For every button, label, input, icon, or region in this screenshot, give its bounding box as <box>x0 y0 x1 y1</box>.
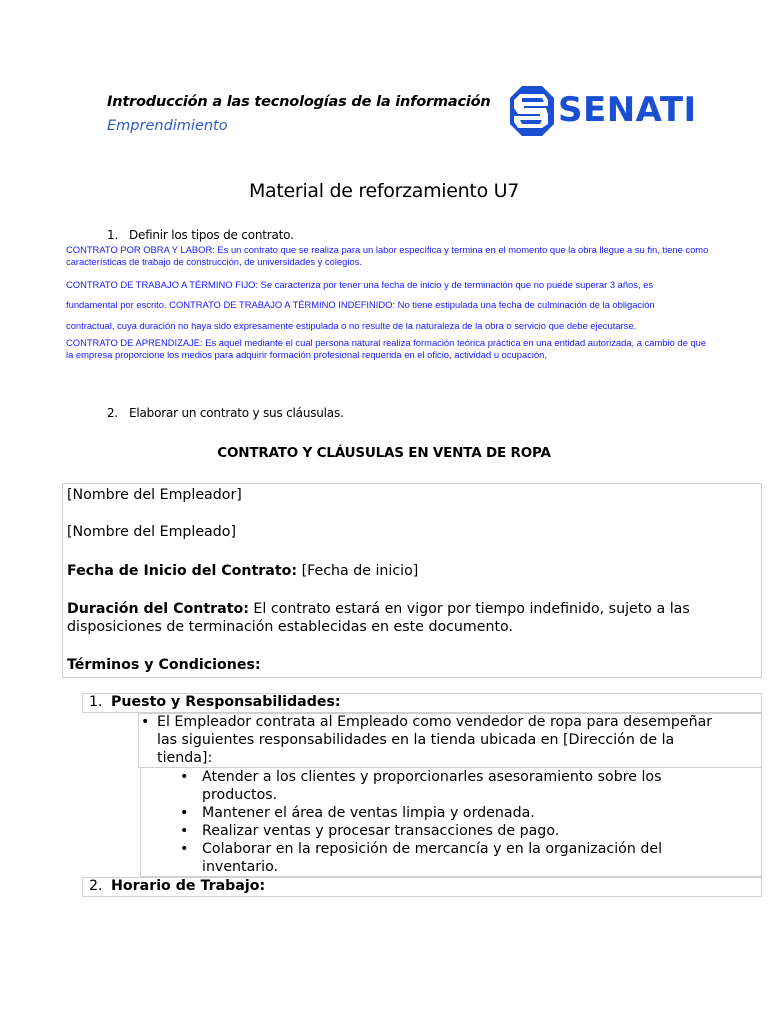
question-1 <box>107 228 294 242</box>
bullet-text: tienda]: <box>157 750 213 766</box>
answer-line: la empresa proporcione los medios para adquirir formación profesional requerida en el oficio, actividad u ocupación, <box>66 349 547 360</box>
question-1-text: Definir los tipos de contrato. <box>129 228 294 242</box>
contract-title: CONTRATO Y CLÁUSULAS EN VENTA DE ROPA <box>217 445 551 461</box>
duration-label: Duración del Contrato: <box>67 601 249 617</box>
subject-title: Emprendimiento <box>107 118 228 134</box>
duration <box>67 600 690 636</box>
course-title: Introducción a las tecnologías de la información <box>107 94 491 110</box>
question-2-text: Elaborar un contrato y sus cláusulas. <box>129 406 344 420</box>
answer-line: CONTRATO DE APRENDIZAJE: Es aquel mediante el cual persona natural realiza formación teórica práctica en una entidad autorizada, a cambio de que <box>66 337 707 348</box>
bullet-icon: • <box>180 769 189 785</box>
page-title: Material de reforzamiento U7 <box>248 180 520 202</box>
answer-para-3 <box>66 337 706 361</box>
list-item-label: Puesto y Responsabilidades: <box>111 694 341 710</box>
sub-bullet-text: productos. <box>202 787 278 803</box>
sub-bullet-text: Colaborar en la reposición de mercancía y en la organización del <box>202 841 663 857</box>
terms-heading <box>67 656 261 674</box>
bullet-icon: • <box>180 823 189 839</box>
bullet-icon: • <box>180 841 189 857</box>
bullet-icon: • <box>141 714 150 730</box>
duration-text: El contrato estará en vigor por tiempo indefinido, sujeto a las <box>253 601 690 617</box>
duration-text: disposiciones de terminación establecidas en este documento. <box>67 619 513 635</box>
sub-bullet-text: Atender a los clientes y proporcionarles asesoramiento sobre los <box>202 769 662 785</box>
sub-bullet-text: Mantener el área de ventas limpia y ordenada. <box>202 805 535 821</box>
senati-emblem-icon <box>510 86 554 136</box>
start-date-label: Fecha de Inicio del Contrato: <box>67 563 298 579</box>
answer-line: fundamental por escrito. CONTRATO DE TRABAJO A TÉRMINO INDEFINIDO: No tiene estipulada una fecha de culminación de la obligación <box>66 299 655 310</box>
list-item-1 <box>89 693 341 711</box>
answer-line: contractual, cuya duración no haya sido expresamente estipulada o no resulte de la naturaleza de la obra o servicio que debe ejecutarse. <box>66 320 637 331</box>
list-item-number: 2. <box>89 878 103 894</box>
answer-para-2 <box>66 279 655 332</box>
contract-box <box>62 483 762 678</box>
sub-bullet-text: inventario. <box>202 859 279 875</box>
employee-name: [Nombre del Empleado] <box>67 524 236 540</box>
bullet-text: las siguientes responsabilidades en la tienda ubicada en [Dirección de la <box>157 732 675 748</box>
answer-line: características de trabajo de construcción, de universidades y colegios. <box>66 256 362 267</box>
question-2 <box>107 406 344 420</box>
terms-label: Términos y Condiciones: <box>67 657 261 673</box>
answer-line: CONTRATO DE TRABAJO A TÉRMINO FIJO: Se caracteriza por tener una fecha de inicio y de terminación que no puede superar 3 años, es <box>66 279 654 290</box>
sub-bullet-list <box>180 768 662 876</box>
list-item-label: Horario de Trabajo: <box>111 878 266 894</box>
sub-bullet-text: Realizar ventas y procesar transacciones de pago. <box>202 823 560 839</box>
question-1-number: 1. <box>107 228 119 242</box>
answer-para-1 <box>66 244 708 268</box>
list-item-number: 1. <box>89 694 103 710</box>
employer-name: [Nombre del Empleador] <box>67 487 242 503</box>
bullet-icon: • <box>180 805 189 821</box>
question-2-number: 2. <box>107 406 119 420</box>
start-date-value: [Fecha de inicio] <box>301 563 419 579</box>
list-item-2 <box>89 877 265 895</box>
senati-logo <box>500 84 697 138</box>
bullet-text: El Empleador contrata al Empleado como vendedor de ropa para desempeñar <box>157 714 713 730</box>
bullet-item <box>141 713 712 767</box>
start-date <box>67 562 418 580</box>
senati-wordmark: SENATI <box>558 90 697 130</box>
answer-line: CONTRATO POR OBRA Y LABOR: Es un contrato que se realiza para un labor específica y termina en el momento que la obra llegue a su fin, tiene como <box>66 244 709 255</box>
